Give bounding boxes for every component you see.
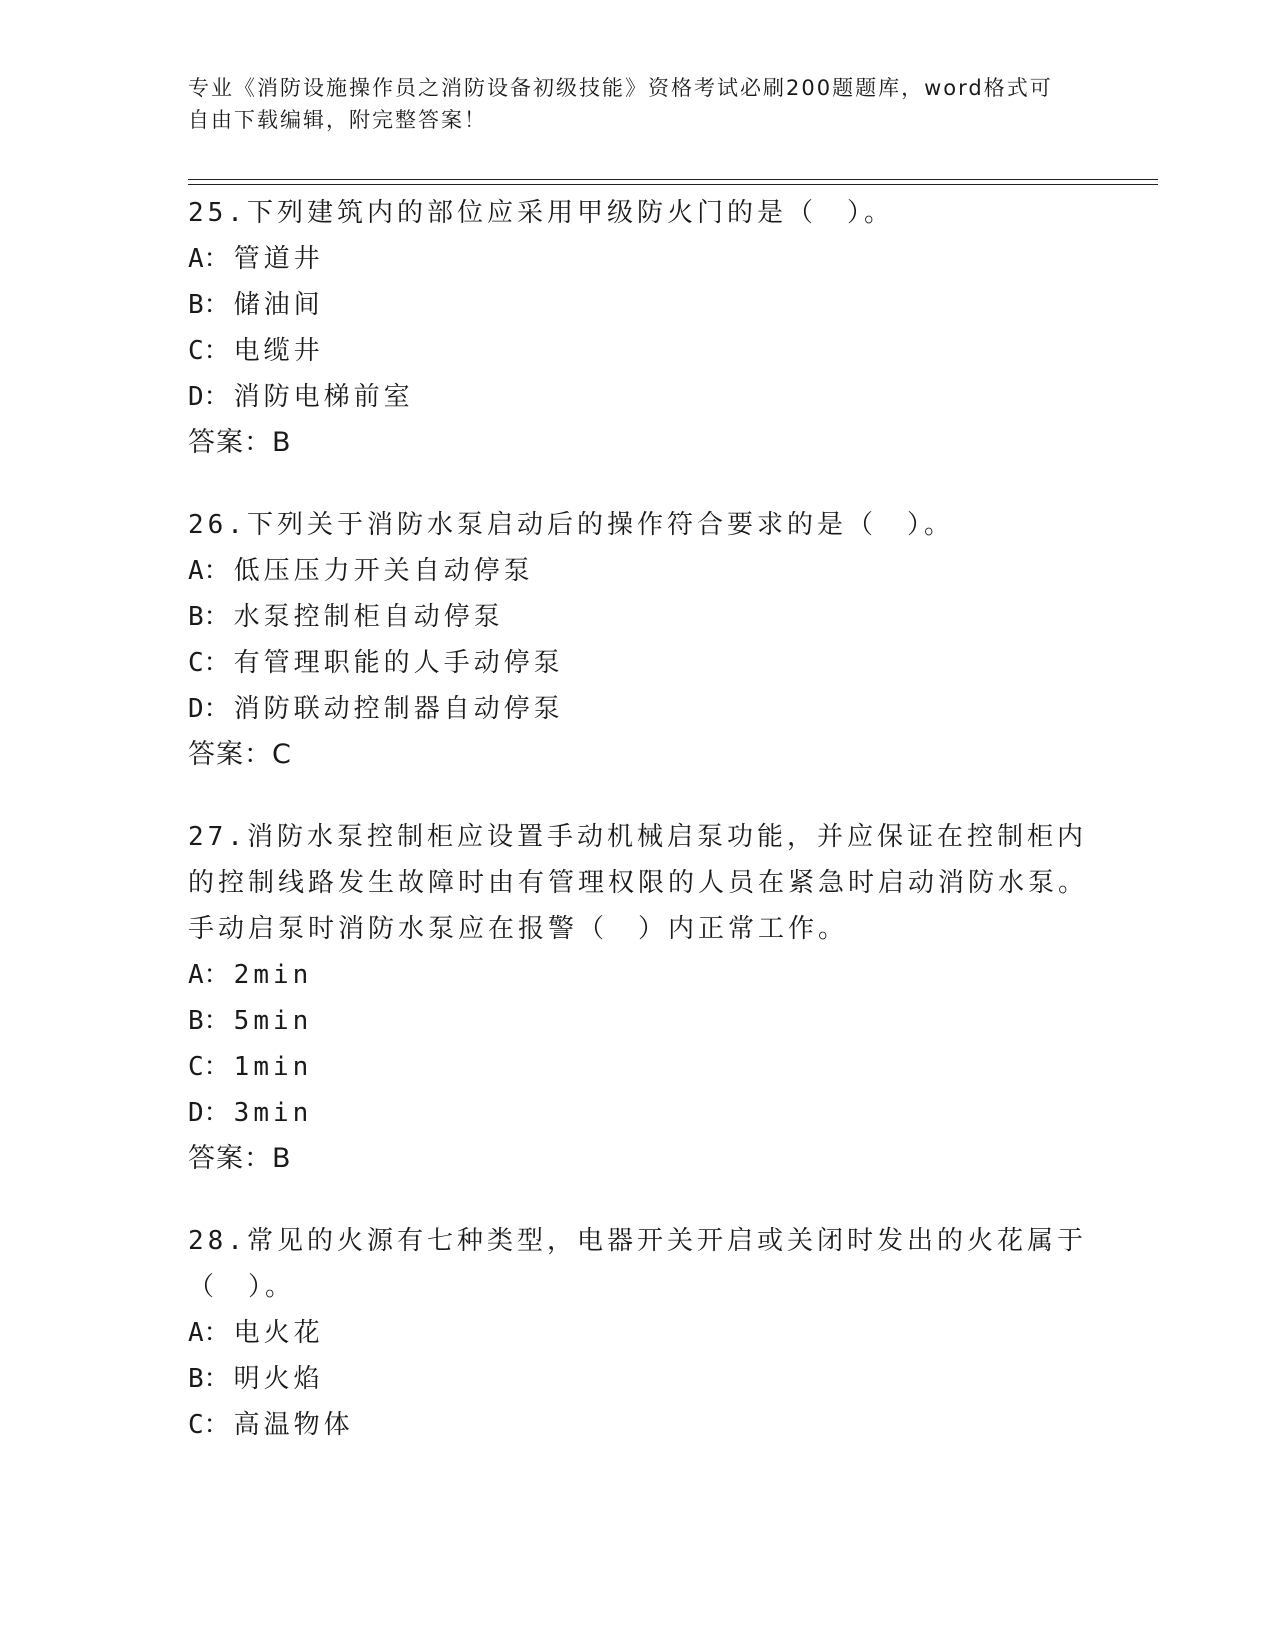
header-rule-bottom [188, 184, 1158, 185]
question-item [188, 502, 1088, 778]
option-text: 3min [233, 1098, 313, 1128]
option-d [188, 1090, 1088, 1136]
option-text: 2min [233, 960, 313, 990]
option-letter: C [188, 1052, 204, 1082]
option-text: 有管理职能的人手动停泵 [233, 648, 564, 678]
question-item [188, 190, 1088, 466]
option-a [188, 548, 1088, 594]
option-separator: ： [203, 382, 234, 412]
option-letter: C [188, 648, 204, 678]
option-letter: B [188, 602, 204, 632]
question-item [188, 1218, 1088, 1448]
option-separator: ： [203, 1098, 234, 1128]
option-separator: ： [203, 336, 234, 366]
option-c [188, 640, 1088, 686]
option-letter: C [188, 1410, 204, 1440]
option-separator: ： [203, 694, 234, 724]
option-separator: ： [203, 648, 234, 678]
option-c [188, 328, 1088, 374]
option-b [188, 282, 1088, 328]
option-c [188, 1402, 1088, 1448]
option-c [188, 1044, 1088, 1090]
question-stem: 27.消防水泵控制柜应设置手动机械启泵功能，并应保证在控制柜内的控制线路发生故障时由有管理权限的人员在紧急时启动消防水泵。手动启泵时消防水泵应在报警（ ）内正常工作。 [188, 822, 1089, 944]
option-letter: B [188, 290, 204, 320]
option-a [188, 952, 1088, 998]
option-text: 电缆井 [233, 336, 324, 366]
option-letter: C [188, 336, 204, 366]
option-text: 1min [233, 1052, 313, 1082]
question-stem: 28.常见的火源有七种类型，电器开关开启或关闭时发出的火花属于（ ）。 [188, 1226, 1087, 1302]
option-separator: ： [203, 1006, 234, 1036]
option-letter: D [188, 1098, 204, 1128]
question-list [188, 190, 1088, 1484]
option-letter: B [188, 1006, 204, 1036]
option-b [188, 998, 1088, 1044]
document-header: 专业《消防设施操作员之消防设备初级技能》资格考试必刷200题题库，word格式可自由下载编辑，附完整答案！ [188, 76, 1053, 132]
option-separator: ： [203, 244, 234, 274]
option-letter: A [188, 244, 204, 274]
option-text: 5min [233, 1006, 313, 1036]
question-item [188, 814, 1088, 1182]
option-separator: ： [203, 1052, 234, 1082]
option-letter: D [188, 694, 204, 724]
option-letter: A [188, 960, 204, 990]
option-separator: ： [203, 1364, 234, 1394]
option-a [188, 236, 1088, 282]
option-text: 消防电梯前室 [233, 382, 414, 412]
option-separator: ： [203, 960, 234, 990]
option-text: 明火焰 [233, 1364, 324, 1394]
option-d [188, 686, 1088, 732]
option-b [188, 594, 1088, 640]
answer-line: 答案：B [188, 427, 292, 458]
option-text: 消防联动控制器自动停泵 [233, 694, 564, 724]
option-b [188, 1356, 1088, 1402]
question-stem: 25.下列建筑内的部位应采用甲级防火门的是（ ）。 [188, 198, 894, 228]
option-letter: D [188, 382, 204, 412]
option-text: 管道井 [233, 244, 324, 274]
option-text: 高温物体 [233, 1410, 354, 1440]
answer-line: 答案：B [188, 1143, 292, 1174]
option-separator: ： [203, 1318, 234, 1348]
option-text: 水泵控制柜自动停泵 [233, 602, 504, 632]
header-rule-top [188, 179, 1158, 180]
option-separator: ： [203, 602, 234, 632]
option-d [188, 374, 1088, 420]
option-text: 储油间 [233, 290, 324, 320]
option-text: 电火花 [233, 1318, 324, 1348]
question-stem: 26.下列关于消防水泵启动后的操作符合要求的是（ ）。 [188, 510, 954, 540]
option-letter: A [188, 556, 204, 586]
option-separator: ： [203, 556, 234, 586]
answer-line: 答案：C [188, 739, 292, 770]
option-separator: ： [203, 1410, 234, 1440]
option-letter: A [188, 1318, 204, 1348]
option-text: 低压压力开关自动停泵 [233, 556, 534, 586]
option-letter: B [188, 1364, 204, 1394]
option-a [188, 1310, 1088, 1356]
option-separator: ： [203, 290, 234, 320]
